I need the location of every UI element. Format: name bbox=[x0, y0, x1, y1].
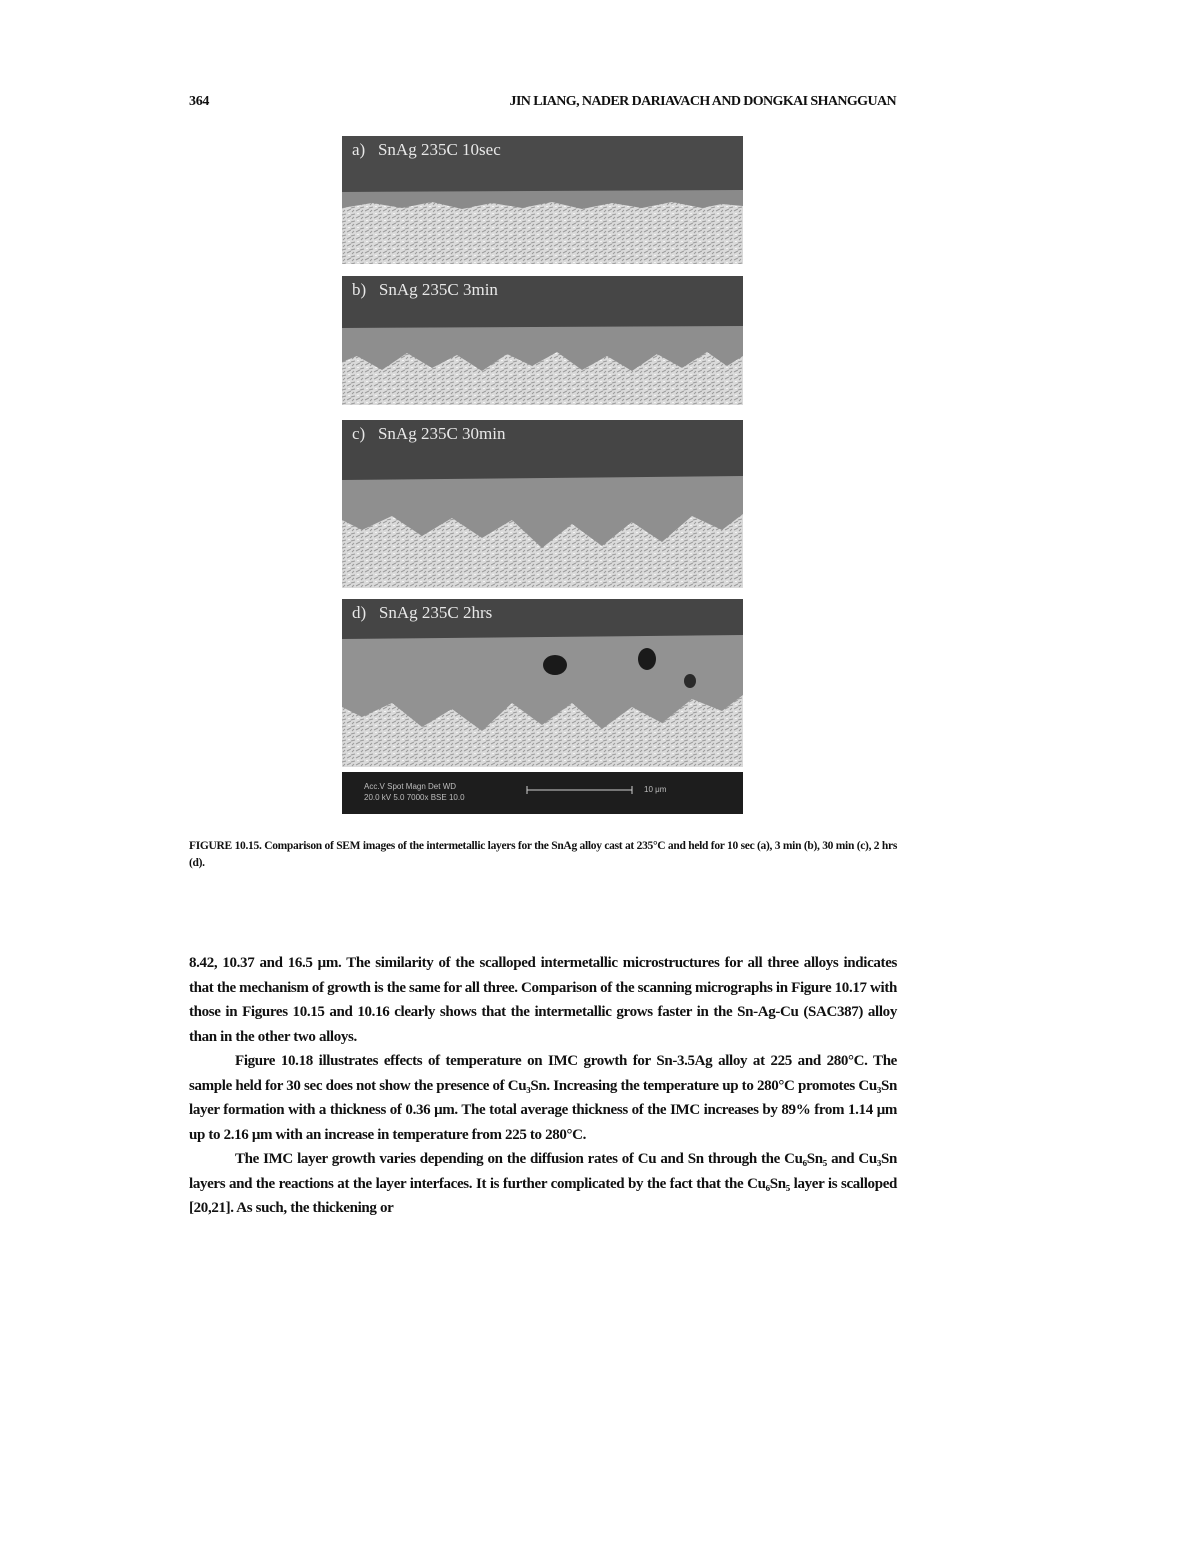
body-text bbox=[189, 951, 897, 1221]
scale-label: 10 μm bbox=[644, 785, 667, 794]
sem-scalebar bbox=[342, 772, 743, 814]
paragraph-1: 8.42, 10.37 and 16.5 μm. The similarity of the scalloped intermetallic microstructures for all three alloys indicates that the mechanism of growth is the same for all three. Comparison of the scanning micrographs in Figure 10.17 with those in Figures 10.15 and 10.16 clearly shows that the intermetallic grows faster in the Sn-Ag-Cu (SAC387) alloy than in the other two alloys. bbox=[189, 955, 897, 1045]
panel-label: c) SnAg 235C 30min bbox=[352, 424, 506, 443]
figure-caption: FIGURE 10.15. Comparison of SEM images of the intermetallic layers for the SnAg alloy cast at 235°C and held for 10 sec (a), 3 min (b), 30 min (c), 2 hrs (d). bbox=[189, 840, 897, 869]
paragraph-2: Figure 10.18 illustrates effects of temperature on IMC growth for Sn-3.5Ag alloy at 225 and 280°C. The sample held for 30 sec does not show the presence of Cu₃Sn. Increasing the temperature up to 280°C promotes Cu₃Sn layer formation with a thickness of 0.36 μm. The total average thickness of the IMC increases by 89% from 1.14 μm up to 2.16 μm with an increase in temperature from 225 to 280°C. bbox=[189, 1053, 897, 1143]
sem-panel-b bbox=[342, 276, 743, 405]
sem-params-header: Acc.V Spot Magn Det WD bbox=[364, 782, 457, 791]
sem-micrograph-c bbox=[342, 420, 743, 588]
sem-panel-a bbox=[342, 136, 743, 264]
sem-panel-c bbox=[342, 420, 743, 588]
paragraph-3: The IMC layer growth varies depending on the diffusion rates of Cu and Sn through the Cu₆Sn₅ and Cu₃Sn layers and the reactions at the layer interfaces. It is further complicated by the fact that the Cu₆Sn₅ layer is scalloped [20,21]. As such, the thickening or bbox=[189, 1151, 897, 1216]
running-head: JIN LIANG, NADER DARIAVACH AND DONGKAI SHANGGUAN bbox=[509, 94, 896, 109]
sem-micrograph-d bbox=[342, 599, 743, 767]
panel-label: a) SnAg 235C 10sec bbox=[352, 140, 501, 159]
panel-label: b) SnAg 235C 3min bbox=[352, 280, 498, 299]
page-number: 364 bbox=[189, 94, 210, 109]
panel-label: d) SnAg 235C 2hrs bbox=[352, 603, 493, 622]
sem-panel-d bbox=[342, 599, 743, 767]
sem-params-values: 20.0 kV 5.0 7000x BSE 10.0 bbox=[364, 793, 465, 802]
scale-bar-line bbox=[342, 772, 743, 814]
